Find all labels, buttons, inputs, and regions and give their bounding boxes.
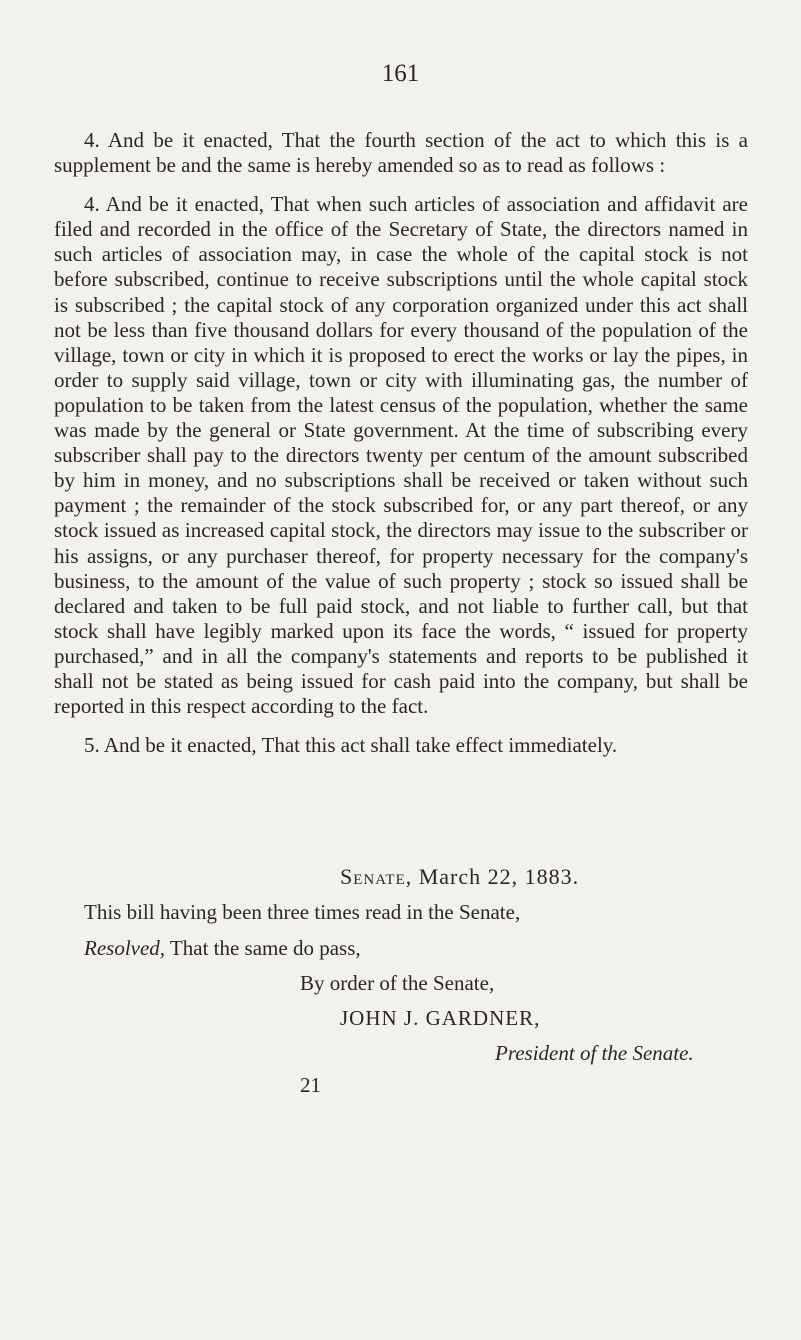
date-line	[340, 864, 579, 890]
paragraph-section-5: 5. And be it enacted, That this act shall take effect immediately.	[84, 733, 618, 758]
date-text: March 22, 1883.	[412, 864, 580, 889]
paragraph-section-4-text: 4. And be it enacted, That when such articles of association and affidavit are filed and recorded in the office of the Secretary of State, the directors named in such articles of association may, in case the whole of the capital stock is not before subscribed, continue to receive subscriptions until the whole capital stock is subscribed ; the capital stock of any corporation organized under this act shall not be less than five thousand dollars for every thousand of the population of the village, town or city in which it is proposed to erect the works or lay the pipes, in order to supply said village, town or city with illuminating gas, the number of population to be taken from the latest census of the population, whether the same was made by the general or State government. At the time of subscribing every subscriber shall pay to the directors twenty per centum of the amount subscribed by him in money, and no subscriptions shall be received or taken without such payment ; the remainder of the stock subscribed for, or any part thereof, or any stock issued as increased capital stock, the directors may issue to the subscriber or his assigns, or any purchaser thereof, for property necessary for the company's business, to the amount of the value of such property ; stock so issued shall be declared and taken to be full paid stock, and not liable to further call, but that stock shall have legibly marked upon its face the words, “ issued for property purchased,” and in all the company's statements and reports to be published it shall not be stated as being issued for cash paid into the company, but shall be reported in this respect according to the fact.	[54, 192, 748, 719]
order-line: By order of the Senate,	[300, 971, 495, 995]
signature-mark: 21	[300, 1073, 321, 1097]
resolved-text: That the same do pass,	[165, 936, 361, 960]
paragraph-section-4-amendment: 4. And be it enacted, That the fourth section of the act to which this is a supplement be and the same is hereby amended so as to read as follows :	[54, 128, 748, 178]
resolved-word: Resolved,	[84, 936, 166, 960]
signer-name: JOHN J. GARDNER,	[340, 1006, 541, 1030]
page-number: 161	[381, 60, 420, 87]
body-text	[54, 128, 748, 772]
date-chamber: Senate,	[340, 864, 413, 889]
bill-statement: This bill having been three times read in the Senate,	[84, 900, 521, 924]
resolved-line	[84, 936, 361, 961]
signer-title: President of the Senate.	[495, 1041, 694, 1065]
